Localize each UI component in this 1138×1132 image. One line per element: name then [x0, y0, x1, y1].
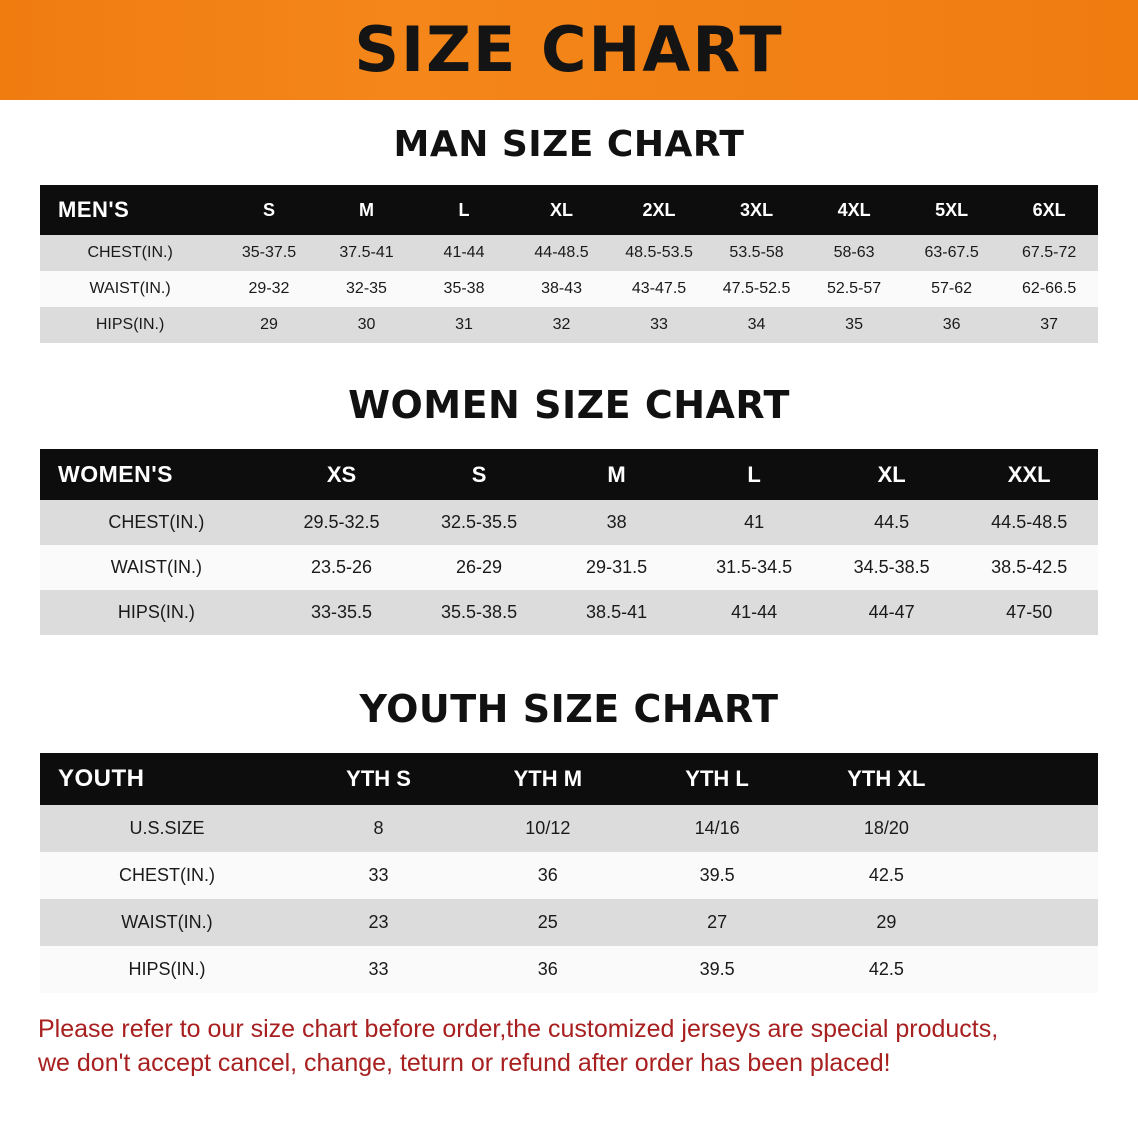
cell: 29-31.5	[548, 545, 686, 590]
cell: 34.5-38.5	[823, 545, 961, 590]
cell: 42.5	[802, 852, 971, 899]
row-label: HIPS(IN.)	[40, 307, 220, 343]
row-label: WAIST(IN.)	[40, 545, 273, 590]
cell: 31.5-34.5	[685, 545, 823, 590]
cell: 35-37.5	[220, 235, 318, 271]
table-row	[40, 590, 1098, 635]
cell: 31	[415, 307, 513, 343]
table-row	[40, 500, 1098, 545]
cell-spacer	[971, 946, 1098, 993]
cell: 33	[610, 307, 708, 343]
cell: 44-48.5	[513, 235, 611, 271]
man-header-cell: S	[262, 199, 275, 220]
cell: 10/12	[463, 805, 632, 852]
youth-header-label: YOUTH	[58, 765, 145, 792]
cell: 37	[1000, 307, 1098, 343]
cell: 62-66.5	[1000, 271, 1098, 307]
women-section-title: WOMEN SIZE CHART	[348, 383, 790, 427]
women-header-cell: M	[607, 461, 626, 487]
cell: 30	[318, 307, 416, 343]
cell: 36	[463, 852, 632, 899]
cell: 33	[294, 852, 463, 899]
cell: 43-47.5	[610, 271, 708, 307]
man-header-cell: L	[458, 199, 470, 220]
cell: 44.5	[823, 500, 961, 545]
women-size-table	[40, 449, 1098, 635]
row-label: HIPS(IN.)	[40, 590, 273, 635]
cell: 23	[294, 899, 463, 946]
youth-header-cell: YTH XL	[847, 766, 926, 791]
cell: 57-62	[903, 271, 1001, 307]
cell: 35-38	[415, 271, 513, 307]
cell: 48.5-53.5	[610, 235, 708, 271]
youth-header-cell: YTH L	[685, 766, 749, 791]
man-header-label: MEN'S	[58, 197, 130, 222]
cell: 47.5-52.5	[708, 271, 806, 307]
man-header-cell: 2XL	[642, 199, 676, 220]
man-table-wrap	[0, 185, 1138, 343]
cell: 36	[463, 946, 632, 993]
man-header-cell: XL	[550, 199, 574, 220]
cell: 41	[685, 500, 823, 545]
row-label: CHEST(IN.)	[40, 500, 273, 545]
table-row	[40, 307, 1098, 343]
row-label: CHEST(IN.)	[40, 235, 220, 271]
cell: 38.5-42.5	[960, 545, 1098, 590]
youth-section-title: YOUTH SIZE CHART	[359, 687, 779, 731]
man-header-cell: 6XL	[1032, 199, 1066, 220]
table-row	[40, 899, 1098, 946]
cell: 44.5-48.5	[960, 500, 1098, 545]
cell: 33	[294, 946, 463, 993]
youth-header-cell: YTH S	[346, 766, 411, 791]
footer-note-line-2: we don't accept cancel, change, teturn or refund after order has been placed!	[38, 1048, 891, 1077]
cell: 35.5-38.5	[410, 590, 548, 635]
table-row	[40, 545, 1098, 590]
row-label: WAIST(IN.)	[40, 899, 294, 946]
cell: 37.5-41	[318, 235, 416, 271]
cell: 58-63	[805, 235, 903, 271]
cell: 52.5-57	[805, 271, 903, 307]
cell: 23.5-26	[273, 545, 411, 590]
man-section-title: MAN SIZE CHART	[393, 124, 745, 165]
women-header-cell: L	[747, 461, 761, 487]
cell: 44-47	[823, 590, 961, 635]
man-header-cell: 3XL	[740, 199, 774, 220]
youth-table-wrap	[0, 753, 1138, 993]
footer-note	[0, 993, 1138, 1081]
cell: 35	[805, 307, 903, 343]
cell: 29	[220, 307, 318, 343]
women-table-wrap	[0, 449, 1138, 635]
cell: 39.5	[632, 852, 801, 899]
row-label: WAIST(IN.)	[40, 271, 220, 307]
table-row	[40, 946, 1098, 993]
cell: 41-44	[685, 590, 823, 635]
cell: 29-32	[220, 271, 318, 307]
cell: 14/16	[632, 805, 801, 852]
women-header-cell: S	[471, 461, 487, 487]
cell: 47-50	[960, 590, 1098, 635]
man-size-table	[40, 185, 1098, 343]
cell: 26-29	[410, 545, 548, 590]
cell: 32.5-35.5	[410, 500, 548, 545]
cell: 33-35.5	[273, 590, 411, 635]
cell-spacer	[971, 805, 1098, 852]
cell: 25	[463, 899, 632, 946]
cell: 39.5	[632, 946, 801, 993]
table-header-row	[40, 753, 1098, 805]
man-header-cell: M	[358, 199, 374, 220]
man-header-cell: 5XL	[935, 199, 969, 220]
footer-note-line-1: Please refer to our size chart before order,the customized jerseys are special products,	[38, 1015, 999, 1043]
table-row	[40, 852, 1098, 899]
row-label: U.S.SIZE	[40, 805, 294, 852]
cell: 38	[548, 500, 686, 545]
cell: 53.5-58	[708, 235, 806, 271]
cell: 42.5	[802, 946, 971, 993]
women-header-cell: XL	[877, 461, 906, 487]
banner	[0, 0, 1138, 100]
cell-spacer	[971, 852, 1098, 899]
row-label: HIPS(IN.)	[40, 946, 294, 993]
table-header-row	[40, 449, 1098, 500]
cell: 36	[903, 307, 1001, 343]
youth-header-spacer	[971, 753, 1098, 805]
cell: 63-67.5	[903, 235, 1001, 271]
cell: 34	[708, 307, 806, 343]
row-label: CHEST(IN.)	[40, 852, 294, 899]
cell-spacer	[971, 899, 1098, 946]
cell: 27	[632, 899, 801, 946]
cell: 8	[294, 805, 463, 852]
man-header-cell: 4XL	[837, 199, 871, 220]
cell: 38-43	[513, 271, 611, 307]
table-row	[40, 805, 1098, 852]
women-header-cell: XS	[326, 461, 357, 487]
women-header-label: WOMEN'S	[58, 461, 174, 487]
cell: 38.5-41	[548, 590, 686, 635]
cell: 32-35	[318, 271, 416, 307]
cell: 29	[802, 899, 971, 946]
women-header-cell: XXL	[1007, 461, 1051, 487]
banner-title: SIZE CHART	[354, 13, 784, 86]
cell: 41-44	[415, 235, 513, 271]
cell: 32	[513, 307, 611, 343]
table-row	[40, 235, 1098, 271]
youth-header-cell: YTH M	[513, 766, 583, 791]
youth-size-table	[40, 753, 1098, 993]
cell: 29.5-32.5	[273, 500, 411, 545]
cell: 18/20	[802, 805, 971, 852]
table-header-row	[40, 185, 1098, 235]
cell: 67.5-72	[1000, 235, 1098, 271]
table-row	[40, 271, 1098, 307]
